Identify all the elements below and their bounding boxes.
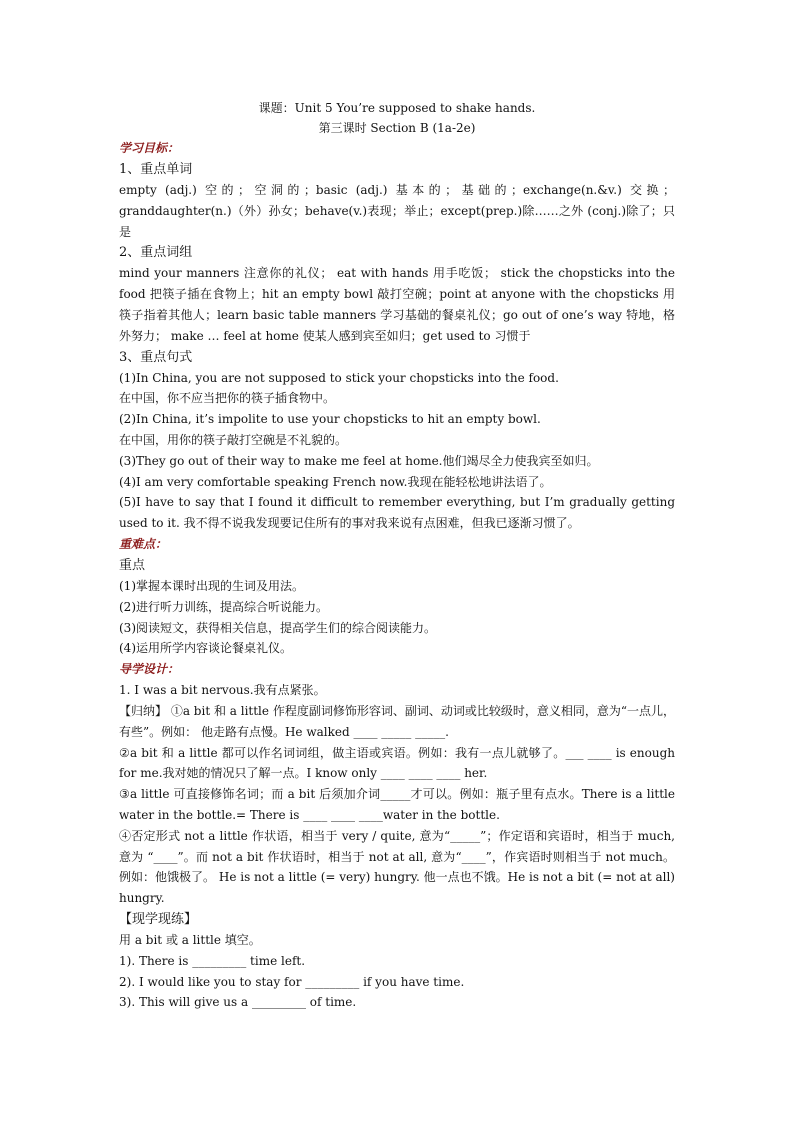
sentences-heading: 3、重点句式: [119, 349, 193, 365]
sentence-2: (2)In China, it’s impolite to use your chopsticks to hit an empty bowl.: [119, 412, 541, 427]
practice-item-2: 2). I would like you to stay for _________ if you have time.: [119, 974, 465, 989]
sentence-1: (1)In China, you are not supposed to stick your chopsticks into the food.: [119, 370, 559, 385]
practice-item-3: 3). This will give us a _________ of time.: [119, 995, 357, 1010]
lesson-subtitle: 第三课时 Section B (1a-2e): [318, 121, 476, 135]
sentence-4: (4)I am very comfortable speaking French now.我现在能轻松地讲法语了。: [119, 474, 552, 489]
phrases-text: mind your manners 注意你的礼仪； eat with hands 用手吃饭； stick the chopsticks into the food 把筷子插在食物上；hit an empty bowl 敲打空碗；point at anyone with the chopsticks 用筷子指着其他人；learn basic table manners 学习基础的餐桌礼仪；go out of one’s way 特地，格外努力； make … feel at home 使某人感到宾至如归；get used to 习惯于: [119, 266, 675, 343]
guide-para-2: 【归纳】 ①a bit 和 a little 作程度副词修饰形容词、副词、动词或比较级时，意义相同，意为“一点儿，有些”。例如： 他走路有点慢。He walked ____ _____ _____.: [119, 703, 675, 739]
key-point-2: (2)进行听力训练，提高综合听说能力。: [119, 599, 328, 614]
sentence-2-cn: 在中国，用你的筷子敲打空碗是不礼貌的。: [119, 432, 348, 447]
sentence-3: (3)They go out of their way to make me feel at home.他们竭尽全力使我宾至如归。: [119, 453, 599, 468]
guide-para-5: ④否定形式 not a little 作状语，相当于 very / quite, 意为“_____”；作定语和宾语时，相当于 much, 意为 “____”。而 not a bit 作状语时，相当于 not at all, 意为“____”，作宾语时则相当于 not much。例如：他饿极了。 He is not a little (= very) hungry. 他一点也不饿。He is not a bit (= not at all) hungry.: [119, 828, 675, 906]
sentence-5: (5)I have to say that I found it difficult to remember everything, but I’m gradually getting used to it. 我不得不说我发现要记住所有的事对我来说有点困难，但我已逐渐习惯了。: [119, 495, 675, 531]
key-point-3: (3)阅读短文，获得相关信息，提高学生们的综合阅读能力。: [119, 620, 437, 635]
practice-intro: 用 a bit 或 a little 填空。: [119, 932, 261, 947]
guide-para-3: ②a bit 和 a little 都可以作名词词组，做主语或宾语。例如：我有一点儿就够了。___ ____ is enough for me.我对她的情况只了解一点。I know only ____ ____ ____ her.: [119, 745, 675, 781]
phrases-heading: 2、重点词组: [119, 245, 193, 261]
key-point-4: (4)运用所学内容谈论餐桌礼仪。: [119, 641, 292, 656]
guide-heading: 导学设计：: [119, 662, 180, 677]
objectives-heading: 学习目标：: [119, 141, 180, 155]
vocab-heading: 1、重点单词: [119, 162, 193, 177]
lesson-title: 课题：Unit 5 You’re supposed to shake hands.: [258, 101, 536, 115]
key-point-label: 重点: [119, 557, 146, 573]
vocab-text: empty (adj.) 空的；空洞的；basic (adj.) 基本的；基础的；exchange(n.&v.) 交换；granddaughter(n.)（外）孙女；behave(v.)表现；举止；except(prep.)除……之外 (conj.)除了；只是: [119, 183, 675, 239]
practice-item-1: 1). There is _________ time left.: [119, 953, 306, 968]
key-points-heading: 重难点：: [119, 536, 168, 551]
document-page: [119, 98, 675, 1013]
sentence-1-cn: 在中国，你不应当把你的筷子插食物中。: [119, 391, 336, 406]
guide-para-1: 1. I was a bit nervous.我有点紧张。: [119, 683, 326, 698]
guide-para-4: ③a little 可直接修饰名词；而 a bit 后须加介词_____才可以。例如：瓶子里有点水。There is a little water in the bottle.= There is ____ ____ ____water in the bottle.: [119, 787, 675, 822]
key-point-1: (1)掌握本课时出现的生词及用法。: [119, 578, 304, 593]
practice-heading: 【现学现练】: [119, 911, 198, 927]
